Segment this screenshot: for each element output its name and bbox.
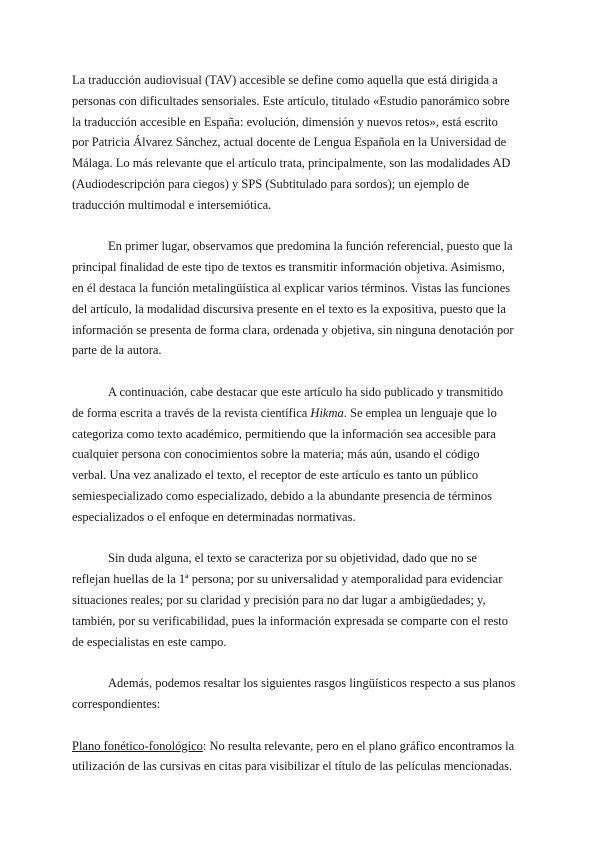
document-page [72, 70, 516, 798]
paragraph-phonetic-text: : No resulta relevante, pero en el plano gráfico encontramos la utilización de las cursivas en citas para visibilizar el título de las películas mencionadas. [72, 738, 515, 774]
paragraph-functions: En primer lugar, observamos que predomina la función referencial, puesto que la principal finalidad de este tipo de textos es transmitir información objetiva. Asimismo, en él destaca la función metalingüística al explicar varios términos. Vistas las funciones del artículo, la modalidad discursiva presente en el texto es la expositiva, puesto que la información se presenta de forma clara, ordenada y objetiva, sin ninguna denotación por parte de la autora. [72, 239, 514, 358]
paragraph-phonetic [72, 736, 516, 778]
paragraph-publication-text-start: A continuación, cabe destacar que este artículo ha sido publicado y transmitido de forma escrita a través de la revista científica [72, 384, 504, 420]
journal-name: Hikma [310, 405, 344, 420]
paragraph-publication-text-end: . Se emplea un lenguaje que lo categoriza como texto académico, permitiendo que la información sea accesible para cualquier persona con conocimientos sobre la materia; más aún, usando el código verbal. Una vez analizado el texto, el receptor de este artículo es tanto un público semiespecializado como especializado, debido a la abundante presencia de términos especializados o el enfoque en determinadas normativas. [72, 405, 497, 524]
paragraph-features-intro: Además, podemos resaltar los siguientes rasgos lingüísticos respecto a sus planos correspondientes: [72, 676, 516, 711]
section-heading-phonetic: Plano fonético-fonológico [72, 738, 203, 753]
paragraph-intro: La traducción audiovisual (TAV) accesible se define como aquella que está dirigida a personas con dificultades sensoriales. Este artículo, titulado «Estudio panorámico sobre la traducción accesible en España: evolución, dimensión y nuevos retos», está escrito por Patricia Álvarez Sánchez, actual docente de Lengua Española en la Universidad de Málaga. Lo más relevante que el artículo trata, principalmente, son las modalidades AD (Audiodescripción para ciegos) y SPS (Subtitulado para sordos); un ejemplo de traducción multimodal e intersemiótica. [72, 73, 511, 212]
paragraph-publication [72, 382, 516, 528]
paragraph-characteristics: Sin duda alguna, el texto se caracteriza por su objetividad, dado que no se reflejan huellas de la 1ª persona; por su universalidad y atemporalidad para evidenciar situaciones reales; por su claridad y precisión para no dar lugar a ambigüedades; y, también, por su verificabilidad, pues la información expresada se comparte con el resto de especialistas en este campo. [72, 551, 508, 649]
